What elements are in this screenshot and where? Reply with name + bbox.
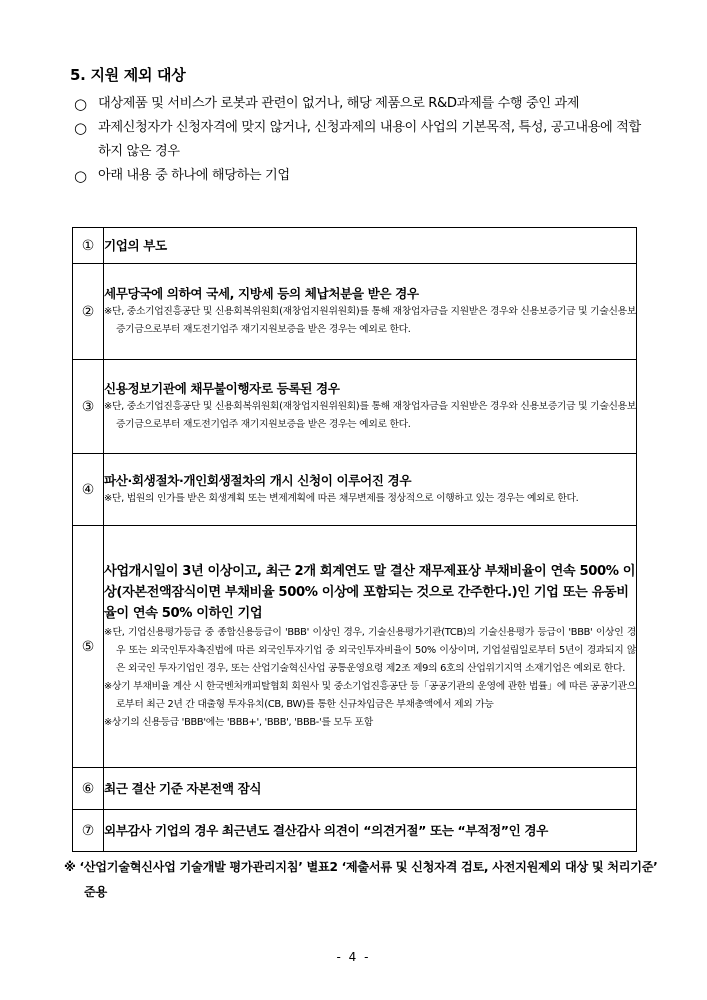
row-number: ⑦ [73, 810, 104, 852]
criterion-note: ※상기 부채비율 계산 시 한국벤처캐피탈협회 회원사 및 중소기업진흥공단 등「공공기관의 운영에 관한 법률」에 따른 공공기관으로부터 최근 2년 간 대출형 투자유치(CB, BW)를 통한 신규차입금은 부채총액에서 제외 가능 [104, 681, 636, 710]
reference-footnote: ※ ‘산업기술혁신사업 기술개발 평가관리지침’ 별표2 ‘제출서류 및 신청자격 검토, 사전지원제외 대상 및 처리기준’ 준용 [64, 860, 658, 899]
row-content [104, 264, 637, 360]
bullet-item [74, 164, 644, 188]
criterion-note: ※상기의 신용등급 'BBB'에는 'BBB+', 'BBB', 'BBB-'를 모두 포함 [104, 717, 373, 728]
row-content [104, 228, 637, 264]
criterion-title: 최근 결산 기준 자본전액 잠식 [104, 781, 262, 796]
row-content [104, 454, 637, 526]
row-content [104, 360, 637, 454]
table-row [73, 526, 637, 768]
table-row [73, 360, 637, 454]
criterion-title: 외부감사 기업의 경우 최근년도 결산감사 의견이 “의견거절” 또는 “부적정”인 경우 [104, 823, 548, 838]
table-row [73, 228, 637, 264]
criterion-title: 기업의 부도 [104, 238, 167, 253]
bullet-list [74, 92, 644, 188]
row-content [104, 810, 637, 852]
circle-bullet-icon: ○ [74, 167, 87, 185]
row-number: ⑥ [73, 768, 104, 810]
criterion-title: 세무당국에 의하여 국세, 지방세 등의 체납처분을 받은 경우 [104, 286, 419, 301]
bullet-text: 과제신청자가 신청자격에 맞지 않거나, 신청과제의 내용이 사업의 기본목적, 특성, 공고내용에 적합하지 않은 경우 [98, 120, 641, 159]
page-number: - 4 - [336, 950, 371, 964]
criterion-note: ※단, 중소기업진흥공단 및 신용회복위원회(재창업지원위원회)를 통해 재창업자금을 지원받은 경우와 신용보증기금 및 기술신용보증기금으로부터 재도전기업주 재기지원보증을 받은 경우는 예외로 한다. [104, 306, 636, 335]
bullet-text: 아래 내용 중 하나에 해당하는 기업 [98, 168, 290, 183]
row-content [104, 768, 637, 810]
table-row [73, 810, 637, 852]
criterion-title: 신용정보기관에 채무불이행자로 등록된 경우 [104, 381, 340, 396]
row-content [104, 526, 637, 768]
criterion-title: 사업개시일이 3년 이상이고, 최근 2개 회계연도 말 결산 재무제표상 부채비율이 연속 500% 이상(자본전액잠식이면 부채비율 500% 이상에 포함되는 것으로 간주한다.)인 기업 또는 유동비율이 연속 50% 이하인 기업 [104, 564, 636, 621]
row-number: ① [73, 228, 104, 264]
row-number: ② [73, 264, 104, 360]
criterion-note: ※단, 법원의 인가를 받은 회생계획 또는 변제계획에 따른 채무변제를 정상적으로 이행하고 있는 경우는 예외로 한다. [104, 493, 579, 504]
bullet-item [74, 92, 644, 116]
criterion-note: ※단, 중소기업진흥공단 및 신용회복위원회(재창업지원위원회)를 통해 재창업자금을 지원받은 경우와 신용보증기금 및 기술신용보증기금으로부터 재도전기업주 재기지원보증을 받은 경우는 예외로 한다. [104, 401, 636, 430]
exclusion-criteria-table [72, 227, 637, 852]
table-row [73, 768, 637, 810]
table-row [73, 454, 637, 526]
criterion-title: 파산·회생절차·개인회생절차의 개시 신청이 이루어진 경우 [104, 473, 412, 488]
circle-bullet-icon: ○ [74, 119, 87, 137]
section-heading: 5. 지원 제외 대상 [70, 66, 186, 84]
row-number: ⑤ [73, 526, 104, 768]
row-number: ④ [73, 454, 104, 526]
bullet-text: 대상제품 및 서비스가 로봇과 관련이 없거나, 해당 제품으로 R&D과제를 수행 중인 과제 [98, 96, 580, 111]
criterion-note: ※단, 기업신용평가등급 중 종합신용등급이 'BBB' 이상인 경우, 기술신용평가기관(TCB)의 기술신용평가 등급이 'BBB' 이상인 경우 또는 외국인투자촉진법에 따른 외국인투자기업 중 외국인투자비율이 50% 이상이며, 기업설립일로부터 5년이 경과되지 않은 외국인 투자기업인 경우, 또는 산업기술혁신사업 공통운영요령 제2조 제9의 6호의 산업위기지역 소재기업은 예외로 한다. [104, 627, 636, 674]
table-row [73, 264, 637, 360]
row-number: ③ [73, 360, 104, 454]
bullet-item [74, 116, 644, 164]
circle-bullet-icon: ○ [74, 95, 87, 113]
